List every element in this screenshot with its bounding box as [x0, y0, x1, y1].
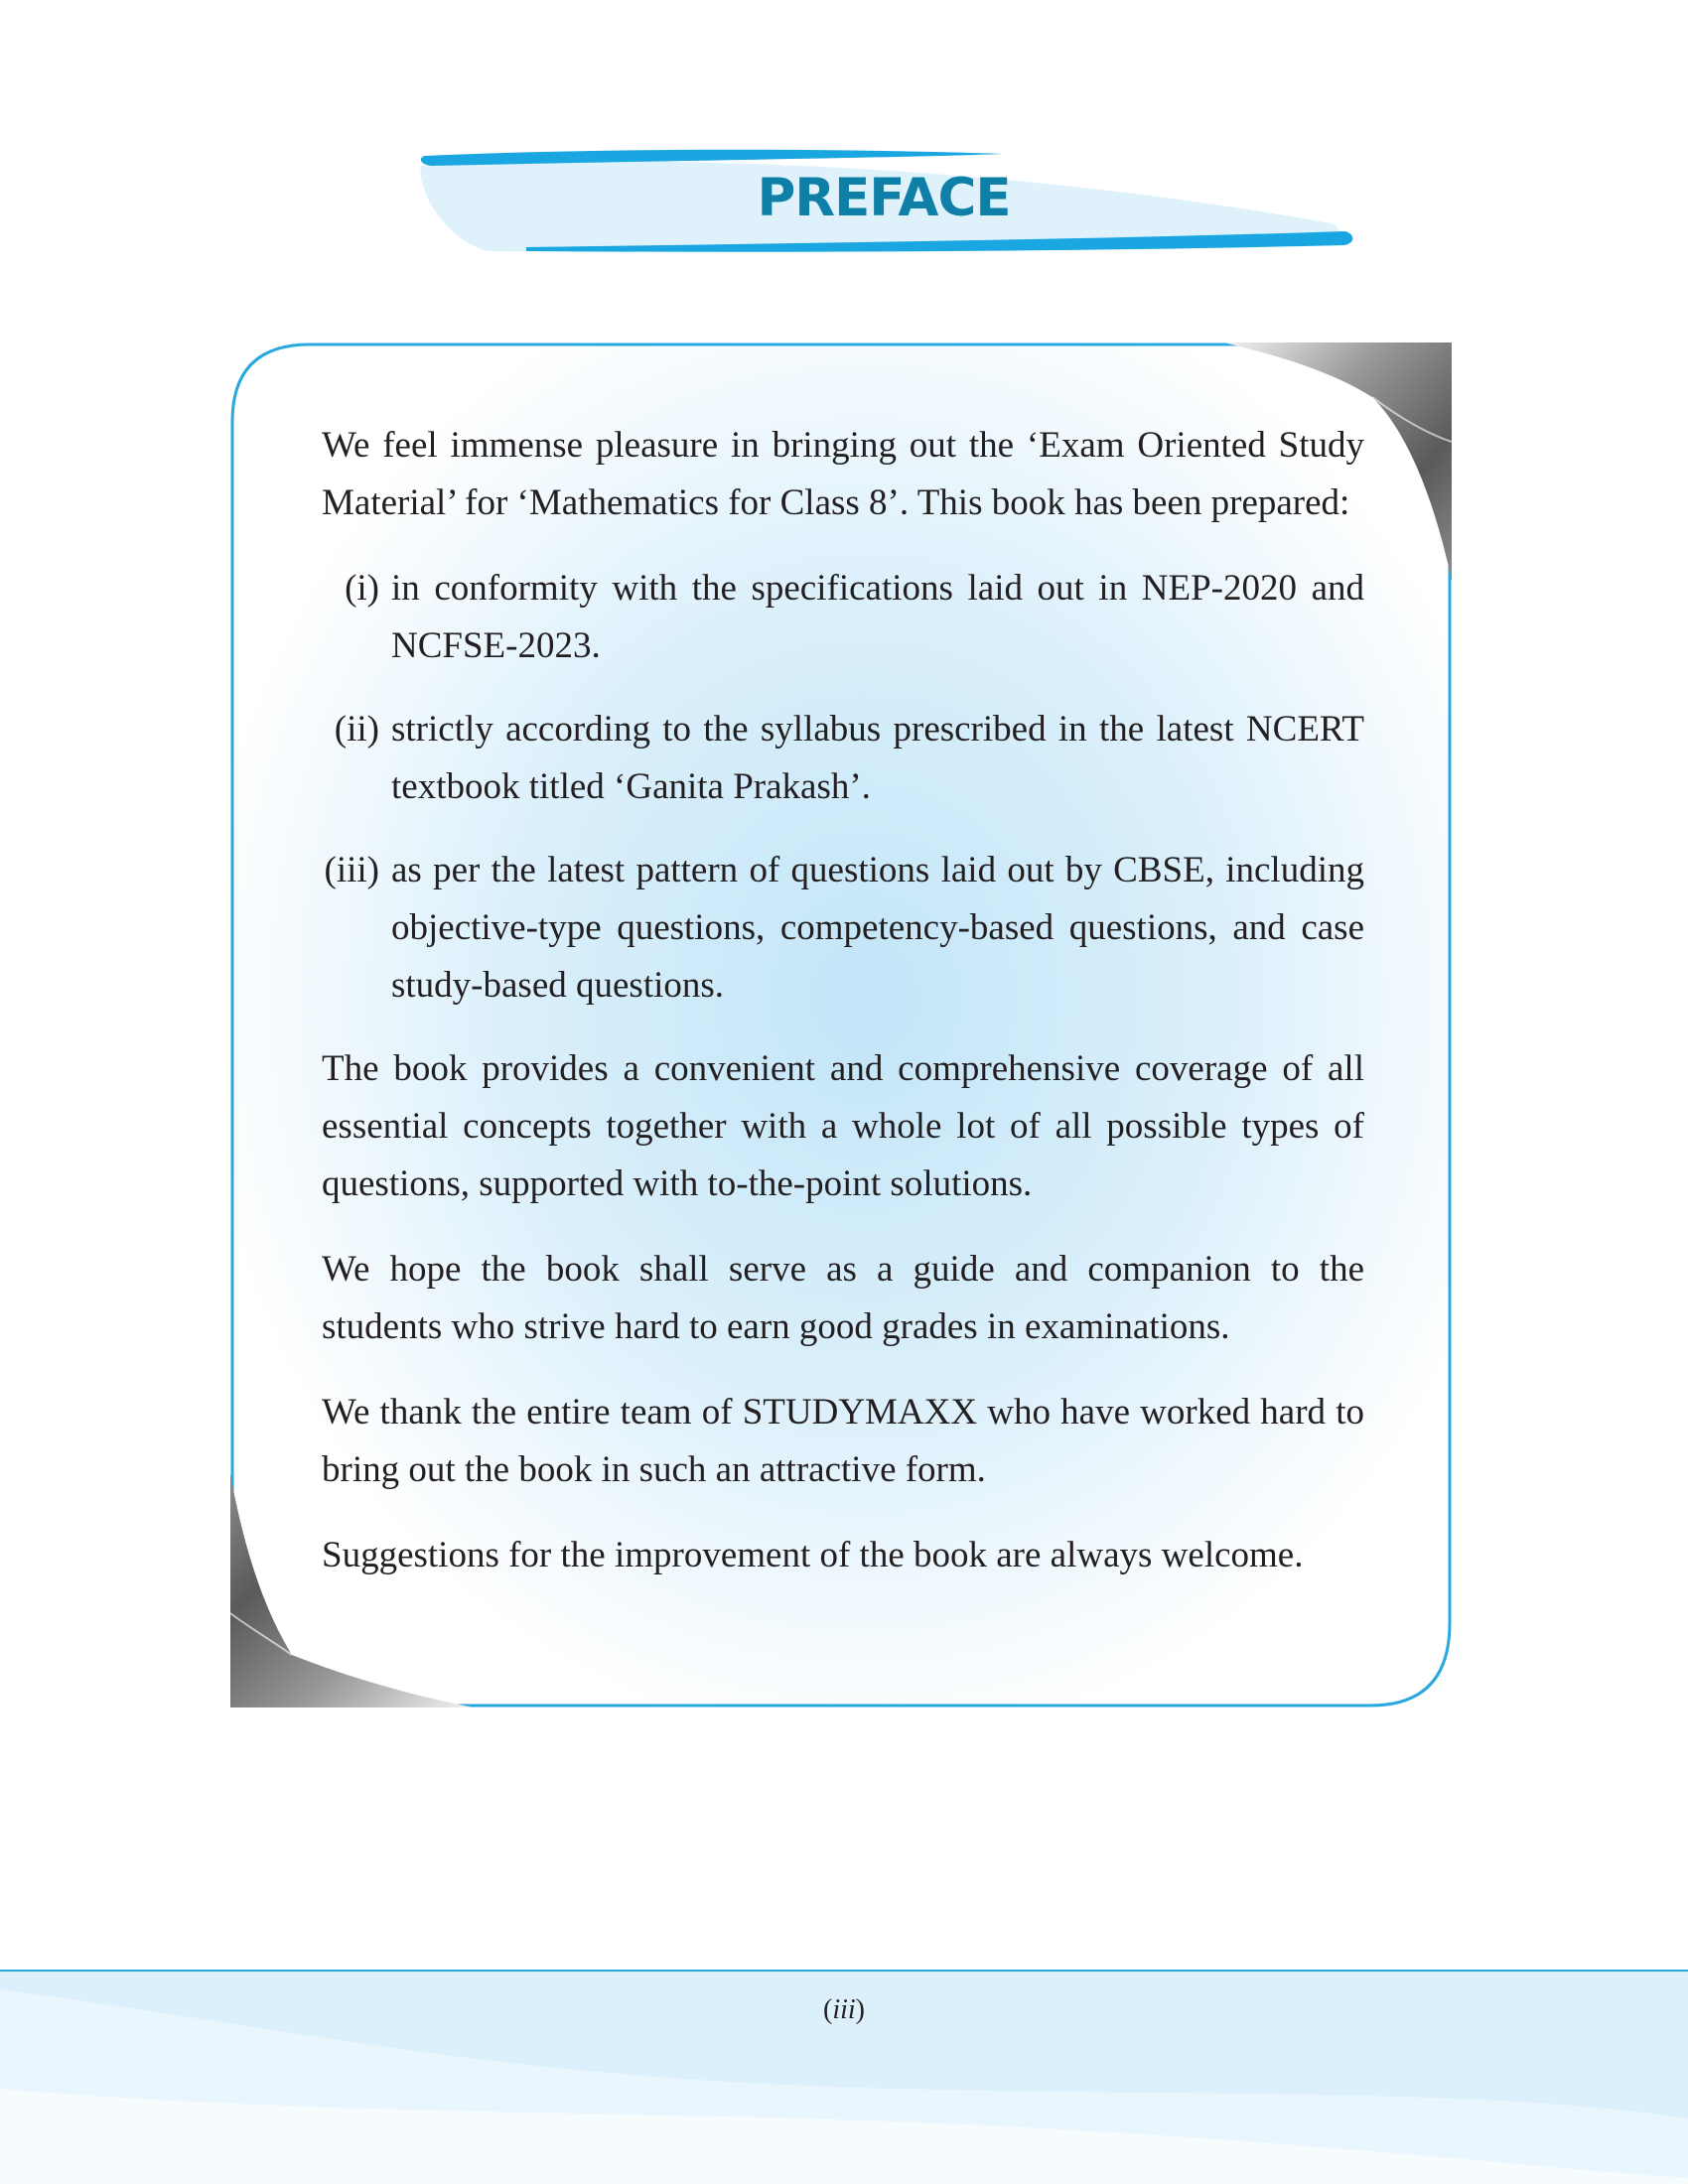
list-text: as per the latest pattern of questions laid out by CBSE, including objective-type questions, competency-based questions, and case study-based questions.: [391, 850, 1364, 1006]
page-number-value: iii: [832, 1994, 856, 2025]
title-banner: [407, 144, 1360, 258]
list-item: [322, 842, 1364, 1015]
page-number-open-paren: (: [823, 1994, 833, 2025]
thanks-paragraph: We thank the entire team of STUDYMAXX who have worked hard to bring out the book in such an attractive form.: [322, 1392, 1364, 1490]
list-item: [322, 701, 1364, 816]
intro-paragraph: We feel immense pleasure in bringing out the ‘Exam Oriented Study Material’ for ‘Mathematics for Class 8’. This book has been prepared:: [322, 425, 1364, 523]
preface-frame: [230, 342, 1452, 1707]
page-title: PREFACE: [757, 168, 1011, 228]
list-marker: (iii): [324, 850, 379, 890]
list-marker: (ii): [334, 709, 379, 750]
suggestions-paragraph: Suggestions for the improvement of the book are always welcome.: [322, 1535, 1304, 1575]
list-marker: (i): [345, 568, 379, 609]
page-number: [0, 1994, 1688, 2026]
hope-paragraph: We hope the book shall serve as a guide and companion to the students who strive hard to earn good grades in examinations.: [322, 1249, 1364, 1347]
list-text: in conformity with the specifications laid out in NEP-2020 and NCFSE-2023.: [391, 568, 1364, 666]
list-text: strictly according to the syllabus prescribed in the latest NCERT textbook titled ‘Ganita Prakash’.: [391, 709, 1364, 807]
coverage-paragraph: The book provides a convenient and comprehensive coverage of all essential concepts together with a whole lot of all possible types of questions, supported with to-the-point solutions.: [322, 1048, 1364, 1204]
preface-body: [322, 417, 1364, 1612]
page-number-close-paren: ): [855, 1994, 865, 2025]
list-item: [322, 560, 1364, 675]
